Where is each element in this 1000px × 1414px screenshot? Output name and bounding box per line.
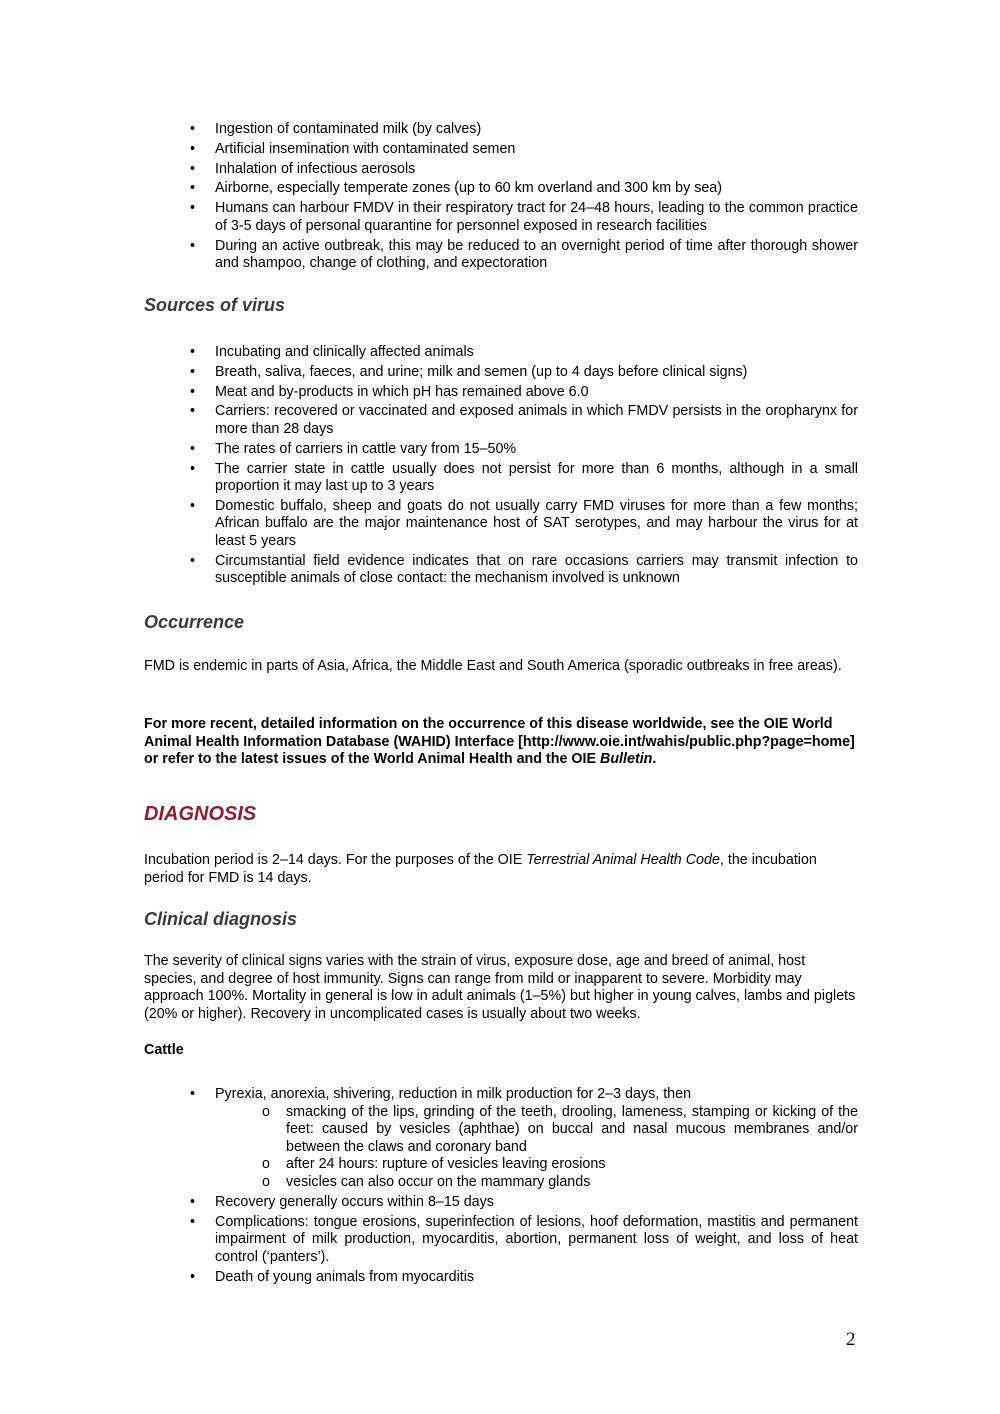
clinical-heading: Clinical diagnosis bbox=[144, 909, 298, 929]
bullet-icon: • bbox=[190, 1086, 196, 1102]
list-item: • Inhalation of infectious aerosols bbox=[190, 160, 416, 177]
occurrence-note-italic: Bulletin bbox=[600, 751, 653, 768]
diagnosis-text-block bbox=[144, 852, 858, 887]
list-item: • Carriers: recovered or vaccinated and exposed animals in which FMDV persists in the oropharynx for more than 28 days bbox=[190, 403, 858, 437]
cattle-list-block bbox=[144, 1086, 858, 1288]
list-item: • Meat and by-products in which pH has remained above 6.0 bbox=[190, 383, 589, 400]
bullet-icon: • bbox=[190, 403, 196, 420]
circle-bullet-icon: o bbox=[262, 1173, 270, 1190]
diagnosis-text-italic: Terrestrial Animal Health Code bbox=[526, 852, 720, 868]
page-number: 2 bbox=[846, 1329, 856, 1350]
cattle-heading: Cattle bbox=[144, 1042, 184, 1058]
list-item: • Pyrexia, anorexia, shivering, reduction in milk production for 2–3 days, then o smacking of the lips, grinding of the teeth, drooling, lameness, stamping or kicking of the feet: caused by vesicles (aphthae) on buccal and nasal mucous membranes and/or between the claws and coronary band o after 24 hours: rupture of vesicles leaving erosions o vesicles can also occur on the mammary glands bbox=[190, 1086, 858, 1190]
sublist-item: o smacking of the lips, grinding of the teeth, drooling, lameness, stamping or kicking of the feet: caused by vesicles (aphthae) on buccal and nasal mucous membranes and/or between the claws and coronary band bbox=[262, 1103, 858, 1155]
bullet-icon: • bbox=[190, 180, 196, 197]
sublist-item: o after 24 hours: rupture of vesicles leaving erosions bbox=[262, 1156, 606, 1173]
list-item: • Breath, saliva, faeces, and urine; milk and semen (up to 4 days before clinical signs) bbox=[190, 363, 748, 380]
list-item: • Recovery generally occurs within 8–15 days bbox=[190, 1193, 494, 1210]
list-item: • Death of young animals from myocarditis bbox=[190, 1268, 475, 1285]
diagnosis-text-start: Incubation period is 2–14 days. For the purposes of the OIE bbox=[144, 852, 527, 868]
list-item: • The rates of carriers in cattle vary from 15–50% bbox=[190, 440, 517, 457]
cattle-sublist bbox=[215, 1104, 858, 1192]
sublist-item: o vesicles can also occur on the mammary glands bbox=[262, 1173, 591, 1190]
occurrence-note-end: . bbox=[652, 751, 657, 768]
list-item: • Airborne, especially temperate zones (up to 60 km overland and 300 km by sea) bbox=[190, 180, 723, 197]
occurrence-heading: Occurrence bbox=[144, 612, 245, 632]
clinical-paragraph: The severity of clinical signs varies with the strain of virus, exposure dose, age and breed of animal, host species, and degree of host immunity. Signs can range from mild or inapparent to severe. Morbidity may approach 100%. Mortality in general is low in adult animals (1–5%) but higher in young calves, lambs and piglets (20% or higher). Recovery in uncomplicated cases is usually about two weeks. bbox=[144, 953, 856, 1022]
occurrence-note-text: For more recent, detailed information on the occurrence of this disease worldwide, see the OIE World Animal Health Information Database (WAHID) Interface [http://www.oie.int/wahis/public.php?page=home] or refer to the latest issues of the World Animal Health and the OIE bbox=[144, 716, 855, 768]
bullet-icon: • bbox=[190, 440, 196, 457]
bullet-icon: • bbox=[190, 140, 196, 157]
clinical-text-block bbox=[144, 953, 858, 1023]
occurrence-paragraph: FMD is endemic in parts of Asia, Africa, the Middle East and South America (sporadic outbreaks in free areas). bbox=[144, 658, 842, 674]
cattle-list bbox=[144, 1086, 858, 1286]
list-item: • During an active outbreak, this may be reduced to an overnight period of time after thorough shower and shampoo, change of clothing, and expectoration bbox=[190, 237, 858, 272]
list-item: • Circumstantial field evidence indicates that on rare occasions carriers may transmit infection to susceptible animals of close contact: the mechanism involved is unknown bbox=[190, 552, 858, 587]
bullet-icon: • bbox=[190, 1193, 196, 1210]
bullet-icon: • bbox=[190, 460, 196, 477]
bullet-icon: • bbox=[190, 160, 196, 177]
diagnosis-heading: DIAGNOSIS bbox=[144, 803, 257, 825]
list-item: • Humans can harbour FMDV in their respiratory tract for 24–48 hours, leading to the common practice of 3-5 days of personal quarantine for personnel exposed in research facilities bbox=[190, 200, 858, 234]
list-item: • Domestic buffalo, sheep and goats do not usually carry FMD viruses for more than a few months; African buffalo are the major maintenance host of SAT serotypes, and may harbour the virus for at least 5 years bbox=[190, 497, 858, 550]
list-item: • Incubating and clinically affected animals bbox=[190, 344, 474, 360]
circle-bullet-icon: o bbox=[262, 1156, 270, 1173]
bullet-icon: • bbox=[190, 552, 196, 569]
diagnosis-text-end: , the incubation period for FMD is 14 days. bbox=[144, 852, 817, 886]
bullet-icon: • bbox=[190, 497, 196, 514]
bullet-icon: • bbox=[190, 200, 196, 217]
transmission-list-block bbox=[144, 121, 858, 275]
occurrence-note bbox=[144, 716, 858, 769]
sources-heading: Sources of virus bbox=[144, 295, 286, 315]
bullet-icon: • bbox=[190, 344, 196, 360]
list-item: • Complications: tongue erosions, superinfection of lesions, hoof deformation, mastitis and permanent impairment of milk production, myocarditis, abortion, permanent loss of weight, and loss of heat control (‘panters’). bbox=[190, 1213, 858, 1265]
bullet-icon: • bbox=[190, 363, 196, 380]
bullet-icon: • bbox=[190, 237, 196, 254]
occurrence-text-block bbox=[144, 658, 858, 676]
circle-bullet-icon: o bbox=[262, 1103, 270, 1120]
transmission-list bbox=[144, 121, 858, 273]
bullet-icon: • bbox=[190, 1268, 196, 1285]
sources-list bbox=[144, 344, 858, 588]
sources-list-block bbox=[144, 344, 858, 590]
bullet-icon: • bbox=[190, 1213, 196, 1230]
list-item: • Artificial insemination with contaminated semen bbox=[190, 140, 516, 157]
bullet-icon: • bbox=[190, 383, 196, 400]
list-item: • The carrier state in cattle usually does not persist for more than 6 months, although in a small proportion it may last up to 3 years bbox=[190, 460, 858, 495]
list-item: • Ingestion of contaminated milk (by calves) bbox=[190, 121, 482, 137]
bullet-icon: • bbox=[190, 121, 196, 137]
